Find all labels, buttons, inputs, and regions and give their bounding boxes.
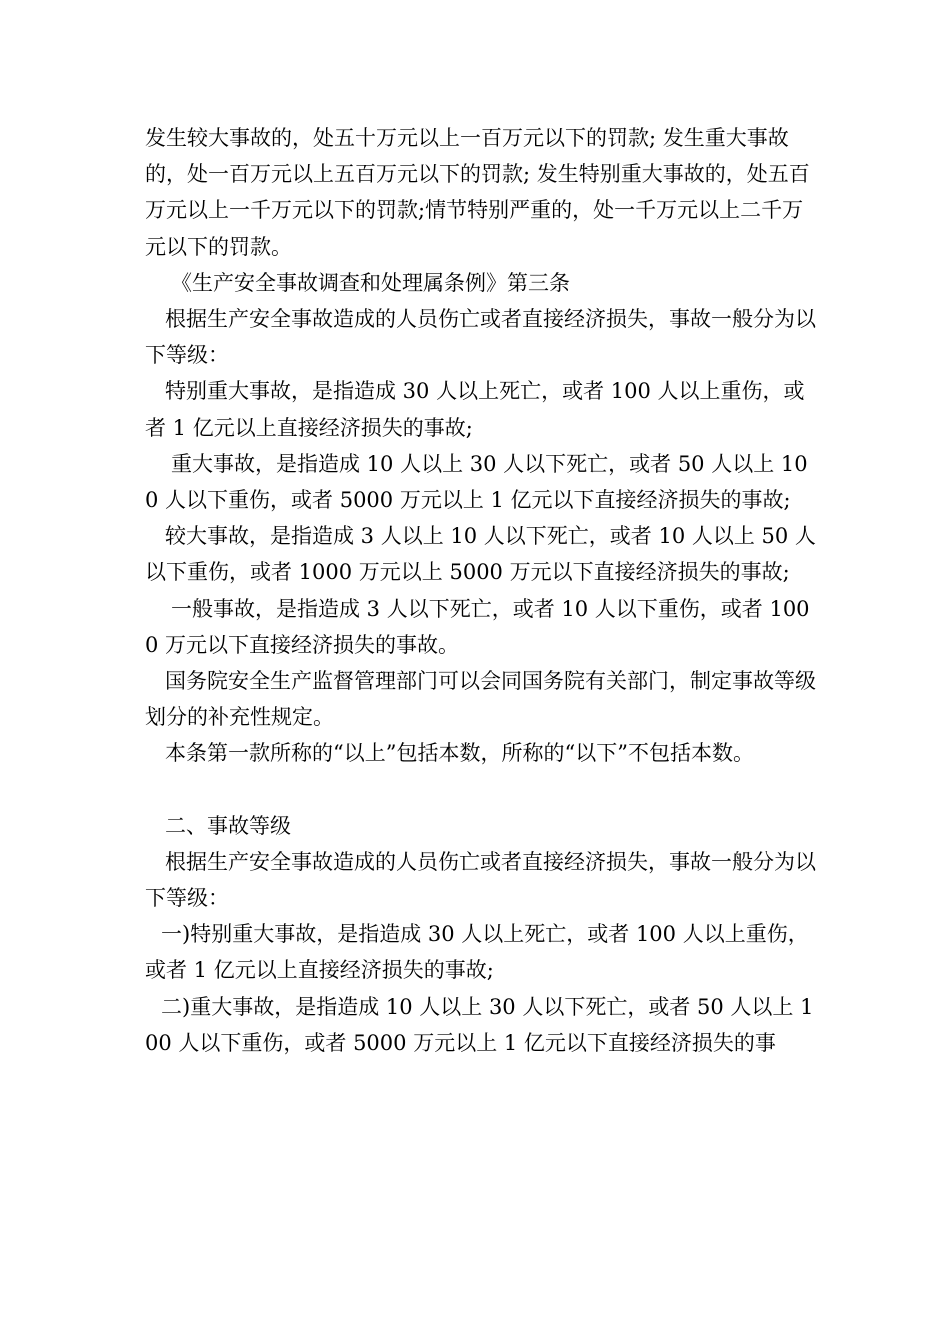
blank-line [145, 772, 817, 808]
paragraph-relatively-serious: 较大事故，是指造成 3 人以上 10 人以下死亡，或者 10 人以上 50 人以下重伤，或者 1000 万元以上 5000 万元以下直接经济损失的事故; [145, 524, 816, 585]
paragraph-supplementary-rules: 国务院安全生产监督管理部门可以会同国务院有关部门，制定事故等级划分的补充性规定。 [145, 669, 816, 730]
paragraph-definition-note: 本条第一款所称的“以上”包括本数，所称的“以下”不包括本数。 [165, 741, 754, 766]
paragraph-ordinary: 一般事故，是指造成 3 人以下死亡，或者 10 人以下重伤，或者 1000 万元以下直接经济损失的事故。 [145, 596, 810, 657]
paragraph-extremely-serious: 特别重大事故，是指造成 30 人以上死亡，或者 100 人以上重伤，或者 1 亿元以上直接经济损失的事故; [145, 379, 805, 440]
list-item-extremely-serious: 一)特别重大事故，是指造成 30 人以上死亡，或者 100 人以上重伤，或者 1 亿元以上直接经济损失的事故; [145, 922, 809, 983]
paragraph-fine-amounts: 发生较大事故的，处五十万元以上一百万元以下的罚款; 发生重大事故的，处一百万元以上五百万元以下的罚款; 发生特别重大事故的，处五百万元以上一千万元以下的罚款;情节特别严重的，处一千万元以上二千万元以下的罚款。 [145, 126, 810, 259]
paragraph-classification-intro: 根据生产安全事故造成的人员伤亡或者直接经济损失，事故一般分为以下等级： [145, 307, 816, 368]
document-body [145, 120, 817, 1061]
list-item-serious: 二)重大事故，是指造成 10 人以上 30 人以下死亡，或者 50 人以上 100 人以下重伤，或者 5000 万元以上 1 亿元以下直接经济损失的事 [145, 994, 814, 1055]
paragraph-classification-intro-2: 根据生产安全事故造成的人员伤亡或者直接经济损失，事故一般分为以下等级： [145, 849, 816, 911]
section-heading-accident-levels: 二、事故等级 [165, 813, 291, 838]
paragraph-serious: 重大事故，是指造成 10 人以上 30 人以下死亡，或者 50 人以上 100 人以下重伤，或者 5000 万元以上 1 亿元以下直接经济损失的事故; [145, 451, 808, 513]
regulation-heading: 《生产安全事故调查和处理属条例》第三条 [171, 270, 570, 295]
